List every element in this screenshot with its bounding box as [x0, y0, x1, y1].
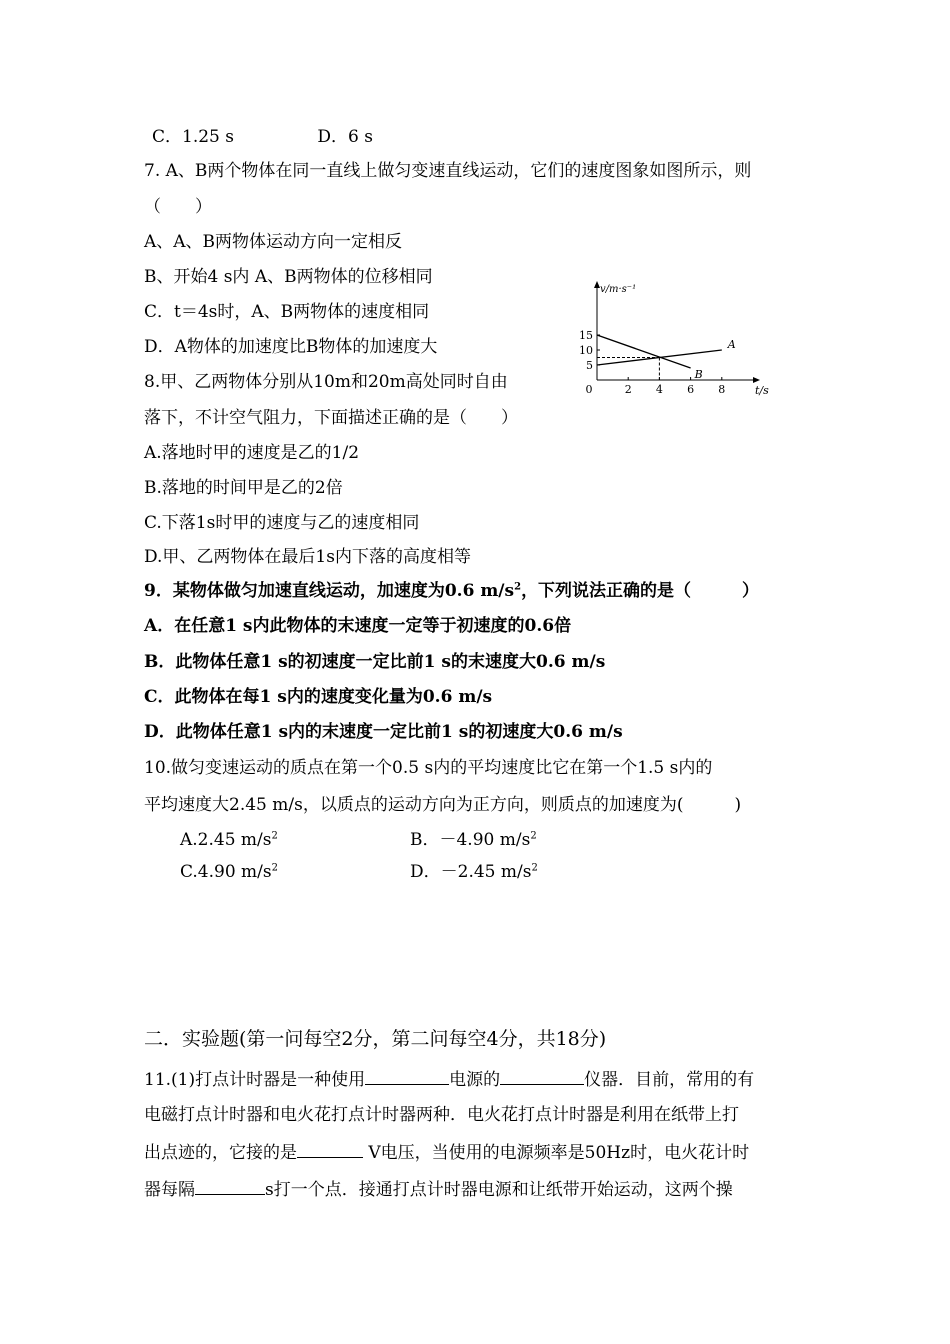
q7-bracket: （ ）	[144, 197, 212, 217]
velocity-time-chart	[575, 278, 769, 408]
x-tick-label: 4	[655, 383, 663, 396]
q9-option-d: D．此物体任意1 s内的末速度一定比前1 s的初速度大0.6 m/s	[144, 722, 623, 742]
q10-option-a: A.2.45 $m/s^2$	[180, 830, 278, 850]
q11-blank-1[interactable]	[365, 1068, 449, 1085]
q9-option-c: C．此物体在每1 s内的速度变化量为0.6 m/s	[144, 687, 493, 707]
q6-option-c: C．1.25 s	[152, 127, 234, 147]
q9-stem: 9．某物体做匀加速直线运动，加速度为0.6 $m/s^2$，下列说法正确的是（ ）	[144, 581, 760, 601]
q11-line-4: 器每隔 s打一个点．接通打点计时器电源和让纸带开始运动，这两个操	[144, 1180, 733, 1200]
q10-stem: 10.做匀变速运动的质点在第一个0.5 s内的平均速度比它在第一个1.5 s内的	[144, 758, 713, 778]
y-tick-label: 15	[579, 329, 593, 342]
q9-option-a: A．在任意1 s内此物体的末速度一定等于初速度的0.6倍	[144, 616, 572, 636]
q8-option-c: C.下落1s时甲的速度与乙的速度相同	[144, 513, 420, 533]
q8-option-b: B.落地的时间甲是乙的2倍	[144, 478, 343, 498]
q11-blank-2[interactable]	[500, 1068, 584, 1085]
q10-option-b: B．－4.90 $m/s^2$	[410, 830, 537, 850]
q8-option-a: A.落地时甲的速度是乙的1/2	[144, 443, 360, 463]
q11-blank-3[interactable]	[297, 1141, 363, 1158]
series-label-A: A	[727, 338, 736, 351]
q7-option-b: B、开始4 s内 A、B两物体的位移相同	[144, 267, 433, 287]
x-tick-label: 2	[624, 383, 632, 396]
x-tick-label: 6	[687, 383, 695, 396]
q7-option-d: D．A物体的加速度比B物体的加速度大	[144, 337, 438, 357]
x-axis-arrow	[753, 377, 760, 383]
q11-blank-4[interactable]	[195, 1178, 265, 1195]
q8-option-d: D.甲、乙两物体在最后1s内下落的高度相等	[144, 547, 471, 567]
q7-option-c: C．t＝4s时，A、B两物体的速度相同	[144, 302, 430, 322]
q8-stem: 8.甲、乙两物体分别从10m和20m高处同时自由	[144, 372, 508, 392]
section-2-heading: 二．实验题(第一问每空2分，第二问每空4分，共18分)	[144, 1028, 607, 1050]
y-tick-label: 10	[579, 344, 593, 357]
q6-option-d: D．6 s	[317, 127, 373, 147]
q7-stem: 7. A、B两个物体在同一直线上做匀变速直线运动，它们的速度图象如图所示，则	[144, 161, 752, 181]
q6-options	[144, 126, 373, 148]
q10-option-d: D．－2.45 $m/s^2$	[410, 862, 538, 882]
q10-option-c: C.4.90 $m/s^2$	[180, 862, 279, 882]
q11-line-3: 出点迹的，它接的是 V电压，当使用的电源频率是50Hz时，电火花计时	[144, 1143, 750, 1163]
q11-line-1: 11.(1)打点计时器是一种使用 电源的 仪器．目前，常用的有	[144, 1070, 755, 1090]
q10-stem-cont: 平均速度大2.45 m/s，以质点的运动方向为正方向，则质点的加速度为( )	[144, 795, 742, 815]
y-tick-label: 5	[586, 359, 593, 372]
y-axis-label: v/m·s⁻¹	[600, 284, 637, 295]
q9-option-b: B．此物体任意1 s的初速度一定比前1 s的末速度大0.6 m/s	[144, 652, 606, 672]
x-tick-label: 8	[718, 383, 726, 396]
q11-line-2: 电磁打点计时器和电火花打点计时器两种．电火花打点计时器是利用在纸带上打	[144, 1105, 739, 1125]
q7-option-a: A、A、B两物体运动方向一定相反	[144, 232, 403, 252]
origin-label: 0	[585, 383, 593, 396]
x-axis-label: t/s	[755, 384, 769, 397]
series-label-B: B	[694, 368, 703, 381]
q8-stem-cont: 落下，不计空气阻力，下面描述正确的是（ ）	[144, 408, 518, 428]
